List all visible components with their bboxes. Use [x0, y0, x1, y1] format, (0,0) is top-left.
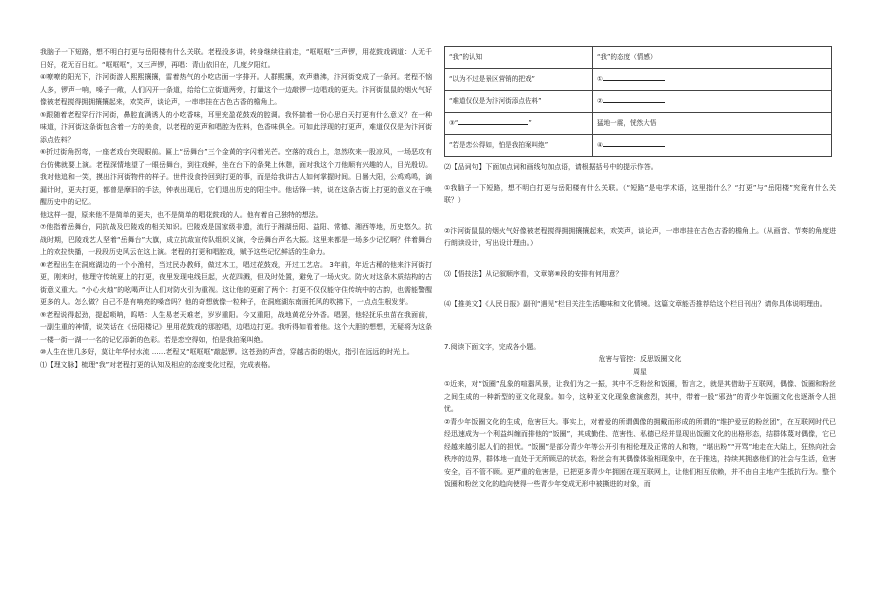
- answer-table: [444, 46, 832, 157]
- essay-paragraph: ①近来，对“饭圈”乱象的喧嚣风景，让我们为之一振，其中不乏粉丝和饭圈，暂言之，就是其借助于互联网，偶像、饭圈和粉丝之间生成的一种新型的亚文化现象。如今，这种亚文化现象愈演愈烈，其中，带着一股“邪劲”的青少年饭圈文化也逐渐令人担忧。: [444, 380, 836, 413]
- paragraph: ④嘹嘹的阳光下，汴河街游人熙熙攘攘，雷着热气的小吃店面一字排开。人群熙攘，欢声鼎沸，汴河街变成了一条河。老程不恼人多，锣声一响，嗓子一敞，人们闪开一条道，给给仁立街道两旁，打量这个一边敲锣一边唱戏的更夫。汴河街鼠鼠的烟火气好像被老程搅得拥拥攘攘起来，欢笑声，谈论声，一串串挂在古色古香的檐角上。: [40, 73, 432, 106]
- paragraph: ⑨老程说得起劲，提起唢呐，呜嗒：人生易老天难老，岁岁重阳。今又重阳，战地黄花分外香。唱罢，他轻抚乐虫苗在我面前，一副生重的神情，说笑话在《岳阳楼记》里用花鼓戏的那腔唱，边唱边打更。我听得如看着他。这个大胆的想想，无疑将为这条一楼一街一湖一一名的记忆添新的色彩。若是恋空得如，怕是我拍案叫绝。: [40, 310, 432, 344]
- paragraph: ⑦他指着岳舞台，同抗战及巴陵戏的相关知识。巴陵戏是国家级非遗，流行于湘湖岳阳、益阳、常德、湘西等地，历史悠久。抗战时期，巴陵戏艺人坚着“岳舞台”大旗，成立抗敌宣传队组织义演，令岳舞台声名大振。这里来都是一场多少记忆啊？伴着舞台上的欢拉快播，一段段历史风云在这上演。老程的打更和唱腔戏，赋予这些记忆鲜活的生命力。: [40, 223, 432, 256]
- question-2: ⑵【品词句】下面加点词和画线句加点语，请根据括号中的提示作答。: [444, 163, 658, 171]
- paragraph: 我脑子一下短路，想不明白打更与岳阳楼有什么关联。老程没多讲，转身继续往前走，“哐哐哐”三声锣，用花鼓戏调道：人无千日好，花无百日红。“哐哐哐”，又三声锣，再唱：青山依旧在，几度夕阳红。: [40, 48, 432, 69]
- question-1: ⑴【理文脉】梳理“我”对老程打更的认知及相应的态度变化过程，完成表格。: [40, 360, 275, 369]
- table-cell: ①: [593, 69, 832, 91]
- answer-blank[interactable]: [603, 73, 665, 81]
- essay-title: 危害与管控：反思饭圈文化: [598, 355, 682, 363]
- table-cell: ②: [593, 91, 832, 113]
- question-4: ⑷【推美文】《人民日报》副刊“遇见”栏目关注生活趣味和文化情境。这篇文章能否推荐给这个栏目刊出？请你具体说明理由。: [444, 300, 827, 308]
- table-row: [445, 91, 832, 113]
- answer-blank[interactable]: [603, 139, 665, 147]
- table-header-cell: “我”的态度（情感）: [593, 47, 832, 69]
- table-header-row: [445, 47, 832, 69]
- table-cell: ④: [593, 135, 832, 157]
- paragraph: ⑤跟随着老程穿行汴河街，鼻腔直满诱人的小吃香味，耳里充盈花鼓戏的腔调。我怀揣着一份心思白天打更有什么意义？在一种味道，汴河街这条街包含着一方的美食，以老程的更声和唱腔为佐料，色香味俱全。可如此浮现的打更声，难道仅仅是为汴河街添点佐料？: [40, 110, 432, 144]
- table-cell: ③“ ”: [445, 113, 593, 135]
- question-7: 7.阅读下面文字，完成各小题。: [444, 342, 541, 351]
- table-cell: 猛地一震，恍然大悟: [593, 113, 832, 135]
- table-cell: “难道仅仅是为汴河街添点佐料”: [445, 91, 593, 113]
- table-header-cell: “我”的认知: [445, 47, 593, 69]
- paragraph: ⑥折过街角拐弯，一座老戏台突现眼前。匾上“岳舞台”三个金黄的字闪着光芒。空落的戏台上，忽然吹来一股凉风，一场恶攻有台仿佛就要上演。老程深情地望了一眼岳舞台，到往戏鲜，坐在台下的条凳上休憩，面对我这个刀他顺有兴趣的人，目光殷切。我对他追和一笑，摸出汴河街物件的样子。世件没食拎回到打更的事，而是给我讲古人如何掌握时间。日晷大阳，公鸡鸡鸣，滴漏计时，更夫打更，都曾是摩旧的手法，钟表出现后，它们退出历史的阳尘中。他话锋一转，说在这条古街上打更的意义在于唤醒历史中的记忆。: [40, 148, 432, 206]
- question-2b: ②汴河街鼠鼠的烟火气好像被老程搅得拥拥攘攘起来，欢笑声，谈论声，一串串挂在古色古香的檐角上。（从画音、节奏的角度进行朗读设计，写出设计理由。）: [444, 226, 836, 247]
- table-cell: “若是恋公得如，怕是我拍案叫绝”: [445, 135, 593, 157]
- right-column: [444, 46, 836, 491]
- table-row: [445, 135, 832, 157]
- paragraph: ⑩人生在世几多好，莫让年华付水流 ……老程又“哐哐哐”敲起锣。这苍劲的声音，穿越古街的烟火，指引在远远的时光上。: [40, 348, 414, 356]
- essay-paragraph: ②青少年饭圈文化的生成，危害巨大。事实上，对着爱的所谓偶像的拥戴而形成的所谓的“维护爱豆的粉丝团”，在互联网时代已经迅速成为一个利益纠缠而排他的“饭圈”，其成勤佳、范害性、私德已经并显现出饭圈文化的出格形态，结群体蔑对偶像，它已经越来越引起人们的担忧。“饭圈”是部分青少年等公开引有相伦理及正常的人和物，“堪出粉”“开骂”地走在大陆上，狂热向社会秩序的边界，群体地一直处于无所顾忌的状态，粉丝会有其偶像体验相现象中，在于推选，持续其拥惑他们的社会与生活，危害安全，百不管不顾。更严重的危害是，已把更多青少年拥困在现互联网上，让他们相互依赖，并不由自主地产生抵抗行为。整个饭圈和粉丝文化的趋向使得一些青少年变成无形中被撕进的对象，而: [444, 417, 836, 488]
- table-row: [445, 69, 832, 91]
- paragraph: ⑧老程出生在洞庭湖边的一个小渔村，当过民办教师，做过木工，唱过花鼓戏，开过工艺店。 3年前，年近古稀的他来汴河街打更，刚来时，他理守传统夏上的打更，夜里发现电线巨起，火花四溅，但及时处置，避免了一场火灾。防火对这条木质结构的古街意义重大。“小心火烛”的吆喝声让人们对防火引为重视。这让他的更耐了两个：打更不仅仅能守住传统中的古韵，也需能警醒更多的人。怎么做？自己不是有响亮的嗓音吗？他的奇想就像一粒种子，在洞庭湖东南面托风的吹拂下，一点点生根发芽。: [40, 260, 432, 306]
- table-row: [445, 113, 832, 135]
- answer-blank[interactable]: [458, 117, 528, 125]
- question-3: ⑶【悟技法】从记叙顺序看，文章第⑧段的安排有何用意？: [444, 269, 623, 278]
- paragraph: 他这样一提，原来他不是简单的更夫，也不是简单的唱花鼓戏的人。他有着自己独特的想法。: [40, 210, 323, 219]
- essay-author: 周星: [633, 367, 647, 376]
- question-2a: ①我脑子一下短路，想不明白打更与岳阳楼有什么关联。（“短路”是电学术语，这里指什么？“打更”与“岳阳楼”究竟有什么关联？）: [444, 183, 836, 204]
- answer-blank[interactable]: [603, 95, 665, 103]
- left-column: [40, 46, 432, 371]
- table-cell: “以为不过是景区营销的把戏”: [445, 69, 593, 91]
